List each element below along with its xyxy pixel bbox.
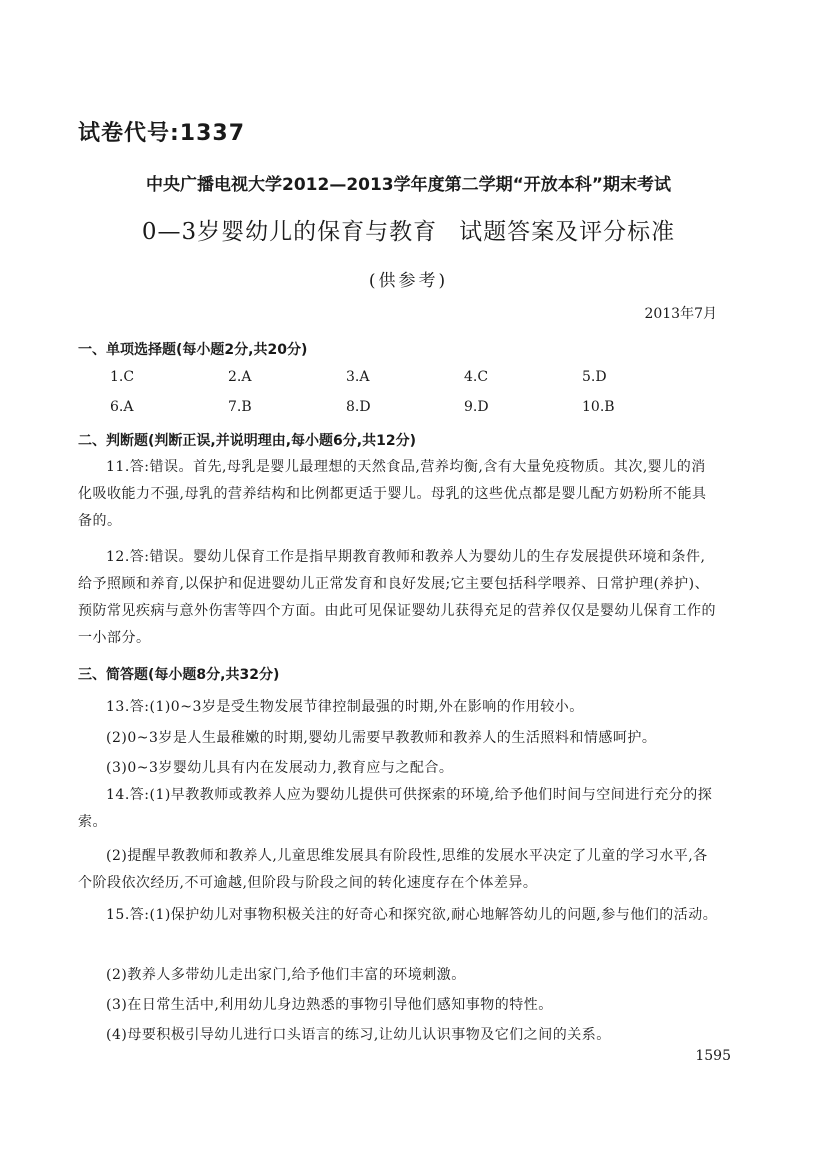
answer-11-text: 11.答:错误。首先,母乳是婴儿最理想的天然食品,营养均衡,含有大量免疫物质。其次,婴儿的消化吸收能力不强,母乳的营养结构和比例都更适于婴儿。母乳的这些优点都是婴儿配方奶粉所不能具备的。 (78, 459, 707, 529)
answer-14-point-1-text: 14.答:(1)早教教师或教养人应为婴幼儿提供可供探索的环境,给予他们时间与空间进行充分的探索。 (78, 787, 713, 830)
answer-1: 1.C (110, 369, 135, 385)
answer-6: 6.A (110, 399, 134, 415)
exam-date: 2013年7月 (644, 306, 717, 322)
answer-15-point-3: (3)在日常生活中,利用幼儿身边熟悉的事物引导他们感知事物的特性。 (106, 997, 553, 1013)
exam-title: 中央广播电视大学2012—2013学年度第二学期“开放本科”期末考试 (146, 175, 671, 195)
answer-14-point-2-text: (2)提醒早教教师和教养人,儿童思维发展具有阶段性,思维的发展水平决定了儿童的学习水平,各个阶段依次经历,不可逾越,但阶段与阶段之间的转化速度存在个体差异。 (78, 848, 708, 891)
answer-key-title: 试题答案及评分标准 (459, 219, 676, 245)
answer-14-point-2 (78, 843, 718, 897)
reference-note: (供参考) (368, 271, 449, 291)
answer-15-point-1 (78, 902, 718, 929)
paper-code: 试卷代号:1337 (78, 121, 246, 146)
section-3-heading: 三、简答题(每小题8分,共32分) (78, 667, 280, 683)
section-2-heading: 二、判断题(判断正误,并说明理由,每小题6分,共12分) (78, 433, 416, 449)
answer-12-paragraph (78, 544, 718, 652)
answer-14-point-1 (78, 782, 718, 836)
answer-3: 3.A (346, 369, 370, 385)
answer-4: 4.C (464, 369, 489, 385)
answer-row-2 (110, 399, 700, 415)
answer-15-point-4: (4)母要积极引导幼儿进行口头语言的练习,让幼儿认识事物及它们之间的关系。 (106, 1027, 611, 1043)
page-number: 1595 (695, 1048, 731, 1064)
answer-15-point-2: (2)教养人多带幼儿走出家门,给予他们丰富的环境刺激。 (106, 967, 466, 983)
course-name: 0—3岁婴幼儿的保育与教育 (141, 219, 438, 245)
course-title (0, 213, 817, 246)
answer-10: 10.B (582, 399, 615, 415)
answer-5: 5.D (582, 369, 607, 385)
answer-9: 9.D (464, 399, 489, 415)
answer-13-point-1: 13.答:(1)0~3岁是受生物发展节律控制最强的时期,外在影响的作用较小。 (106, 699, 584, 715)
answer-12-text: 12.答:错误。婴幼儿保育工作是指早期教育教师和教养人为婴幼儿的生存发展提供环境和条件,给予照顾和养育,以保护和促进婴幼儿正常发育和良好发展;它主要包括科学喂养、日常护理(养护)、预防常见疾病与意外伤害等四个方面。由此可见保证婴幼儿获得充足的营养仅仅是婴幼儿保育工作的一小部分。 (78, 549, 716, 646)
answer-2: 2.A (228, 369, 252, 385)
answer-11-paragraph (78, 454, 718, 535)
answer-13-point-2: (2)0~3岁是人生最稚嫩的时期,婴幼儿需要早教教师和教养人的生活照料和情感呵护。 (106, 730, 657, 746)
answer-row-1 (110, 369, 700, 385)
answer-15-point-1-text: 15.答:(1)保护幼儿对事物积极关注的好奇心和探究欲,耐心地解答幼儿的问题,参与他们的活动。 (106, 907, 718, 923)
answer-13-point-3: (3)0~3岁婴幼儿具有内在发展动力,教育应与之配合。 (106, 760, 454, 776)
section-1-heading: 一、单项选择题(每小题2分,共20分) (78, 342, 308, 358)
answer-7: 7.B (228, 399, 252, 415)
answer-8: 8.D (346, 399, 371, 415)
